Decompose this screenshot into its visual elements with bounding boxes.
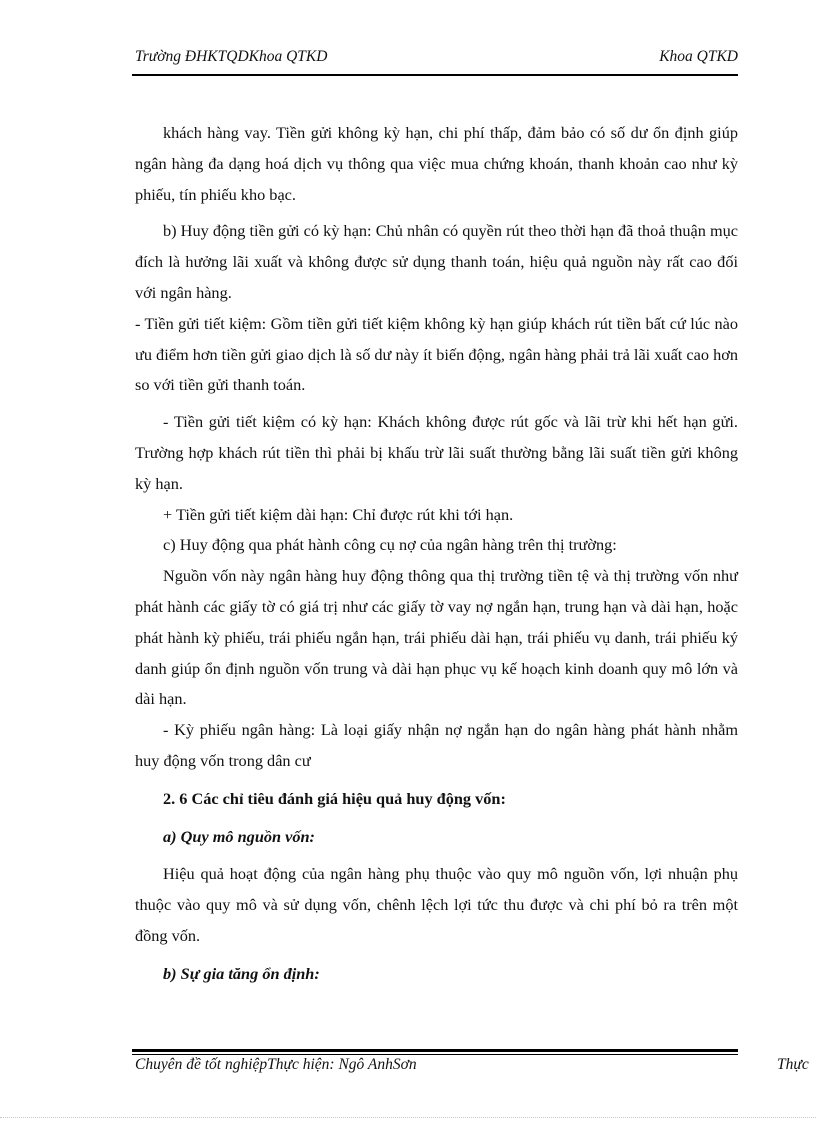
page-bottom-edge: [0, 1117, 816, 1118]
page-body: [135, 118, 738, 990]
paragraph: - Tiền gửi tiết kiệm có kỳ hạn: Khách không được rút gốc và lãi trừ khi hết hạn gửi. Trường hợp khách rút tiền thì phải bị khấu trừ lãi suất thường bằng lãi suất tiền gửi không kỳ hạn.: [135, 412, 738, 493]
page-header: [135, 48, 738, 70]
paragraph: Hiệu quả hoạt động của ngân hàng phụ thuộc vào quy mô nguồn vốn, lợi nhuận phụ thuộc vào quy mô và sử dụng vốn, chênh lệch lợi tức thu được và chi phí bỏ ra trên một đồng vốn.: [135, 864, 738, 945]
footer-rule-thin: [132, 1054, 738, 1055]
subsection-heading: b) Sự gia tăng ổn định:: [163, 963, 320, 983]
paragraph: Nguồn vốn này ngân hàng huy động thông qua thị trường tiền tệ và thị trường vốn như phát hành các giấy tờ có giá trị như các giấy tờ vay nợ ngắn hạn, trung hạn và dài hạn, hoặc phát hành kỳ phiếu, trái phiếu ngắn hạn, trái phiếu dài hạn, trái phiếu vụ danh, trái phiếu ký danh giúp ổn định nguồn vốn trung và dài hạn phục vụ kế hoạch kinh doanh quy mô lớn và dài hạn.: [135, 566, 738, 709]
subsection-heading: a) Quy mô nguồn vốn:: [163, 826, 315, 846]
paragraph: + Tiền gửi tiết kiệm dài hạn: Chỉ được rút khi tới hạn.: [163, 504, 514, 524]
paragraph: c) Huy động qua phát hành công cụ nợ của ngân hàng trên thị trường:: [163, 535, 617, 555]
paragraph: b) Huy động tiền gửi có kỳ hạn: Chủ nhân có quyền rút theo thời hạn đã thoả thuận mục đích là hưởng lãi xuất và không được sử dụng thanh toán, hiệu quả nguồn này rất cao đối với ngân hàng.: [135, 221, 738, 302]
footer-rule-thick: [132, 1049, 738, 1052]
header-school: Trường ĐHKTQDKhoa QTKD: [135, 48, 328, 65]
header-rule: [132, 74, 738, 76]
section-heading: 2. 6 Các chỉ tiêu đánh giá hiệu quả huy động vốn:: [163, 788, 506, 808]
footer-overflow-text: Thực: [777, 1056, 809, 1073]
paragraph: - Tiền gửi tiết kiệm: Gồm tiền gửi tiết kiệm không kỳ hạn giúp khách rút tiền bất cứ lúc nào ưu điểm hơn tiền gửi giao dịch là số dư này ít biến động, ngân hàng phải trả lãi xuất cao hơn so với tiền gửi thanh toán.: [135, 313, 738, 395]
header-faculty: Khoa QTKD: [659, 48, 738, 65]
paragraph: khách hàng vay. Tiền gửi không kỳ hạn, chi phí thấp, đảm bảo có số dư ổn định giúp ngân hàng đa dạng hoá dịch vụ thông qua việc mua chứng khoán, thanh khoản cao như kỳ phiếu, tín phiếu kho bạc.: [135, 123, 738, 204]
paragraph: - Kỳ phiếu ngân hàng: Là loại giấy nhận nợ ngắn hạn do ngân hàng phát hành nhằm huy động vốn trong dân cư: [135, 720, 738, 770]
footer-author: Chuyên đề tốt nghiệpThực hiện: Ngô AnhSơn: [135, 1056, 417, 1073]
